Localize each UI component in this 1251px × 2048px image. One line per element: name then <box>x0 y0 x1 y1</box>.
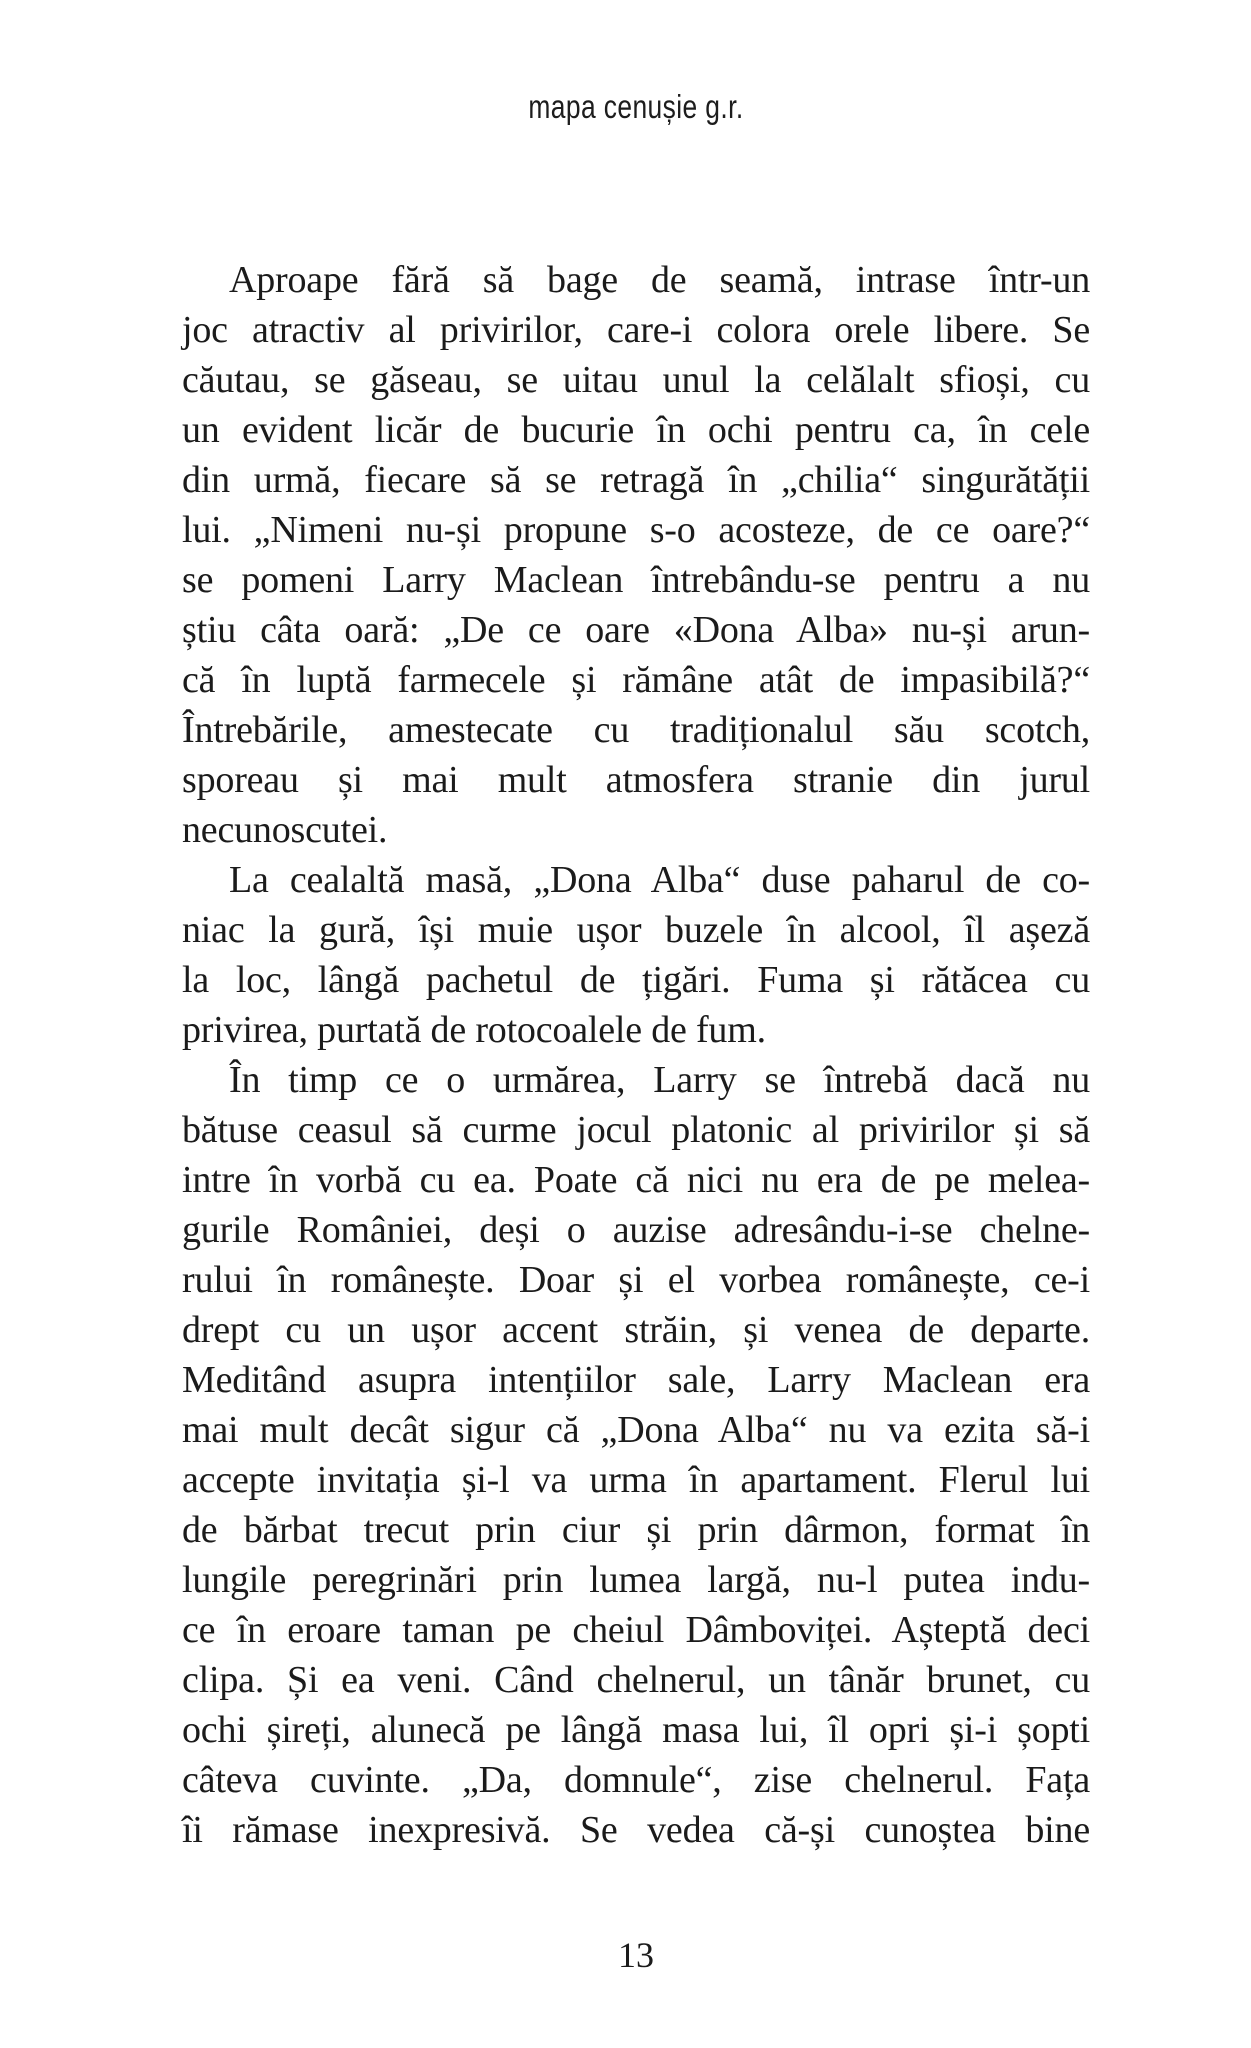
text-line: În timp ce o urmărea, Larry se întrebă dacă nu <box>229 1059 1090 1101</box>
text-line: se pomeni Larry Maclean întrebându-se pentru a nu <box>182 559 1090 601</box>
text-line: ochi șireți, alunecă pe lângă masa lui, îl opri și-i șopti <box>182 1709 1090 1751</box>
text-line: clipa. Și ea veni. Când chelnerul, un tânăr brunet, cu <box>182 1659 1090 1701</box>
text-line: lungile peregrinări prin lumea largă, nu-l putea indu- <box>182 1559 1090 1601</box>
text-line: intre în vorbă cu ea. Poate că nici nu era de pe melea- <box>182 1159 1090 1201</box>
text-line: Aproape fără să bage de seamă, intrase într-un <box>229 259 1090 301</box>
running-header: mapa cenușie g.r. <box>528 88 744 125</box>
text-line: drept cu un ușor accent străin, și venea de departe. <box>182 1309 1090 1351</box>
text-line: Întrebările, amestecate cu tradiționalul său scotch, <box>182 709 1090 751</box>
text-line: gurile României, deși o auzise adresându-i-se chelne- <box>182 1209 1090 1251</box>
text-line: mai mult decât sigur că „Dona Alba“ nu va ezita să-i <box>182 1409 1090 1451</box>
paragraph <box>182 855 1090 1055</box>
text-line: niac la gură, își muie ușor buzele în alcool, îl așeză <box>182 909 1090 951</box>
paragraph <box>182 1055 1090 1855</box>
text-line: căutau, se găseau, se uitau unul la celălalt sfioși, cu <box>182 359 1090 401</box>
text-line: ce în eroare taman pe cheiul Dâmboviței. Așteptă deci <box>182 1609 1090 1651</box>
text-line: rului în românește. Doar și el vorbea românește, ce-i <box>182 1259 1090 1301</box>
paragraph <box>182 255 1090 855</box>
text-line: din urmă, fiecare să se retragă în „chilia“ singurătății <box>182 459 1090 501</box>
text-line: La cealaltă masă, „Dona Alba“ duse paharul de co- <box>229 859 1090 901</box>
text-line: câteva cuvinte. „Da, domnule“, zise chelnerul. Fața <box>182 1759 1090 1801</box>
text-line: de bărbat trecut prin ciur și prin dârmon, format în <box>182 1509 1090 1551</box>
text-line: la loc, lângă pachetul de țigări. Fuma și rătăcea cu <box>182 959 1090 1001</box>
text-line: bătuse ceasul să curme jocul platonic al privirilor și să <box>182 1109 1090 1151</box>
text-line: necunoscutei. <box>182 809 388 851</box>
text-line: joc atractiv al privirilor, care-i colora orele libere. Se <box>182 309 1090 351</box>
text-line: știu câta oară: „De ce oare «Dona Alba» nu-și arun- <box>182 609 1090 651</box>
text-line: accepte invitația și-l va urma în apartament. Flerul lui <box>182 1459 1090 1501</box>
text-line: Meditând asupra intențiilor sale, Larry Maclean era <box>182 1359 1090 1401</box>
text-line: un evident licăr de bucurie în ochi pentru ca, în cele <box>182 409 1090 451</box>
text-line: că în luptă farmecele și rămâne atât de impasibilă?“ <box>182 659 1090 701</box>
body-text <box>182 255 1090 1855</box>
text-line: îi rămase inexpresivă. Se vedea că-și cunoștea bine <box>182 1809 1090 1851</box>
text-line: lui. „Nimeni nu-și propune s-o acosteze, de ce oare?“ <box>182 509 1090 551</box>
text-line: privirea, purtată de rotocoalele de fum. <box>182 1009 766 1051</box>
text-line: sporeau și mai mult atmosfera stranie din jurul <box>182 759 1090 801</box>
page-number: 13 <box>618 1935 654 1975</box>
